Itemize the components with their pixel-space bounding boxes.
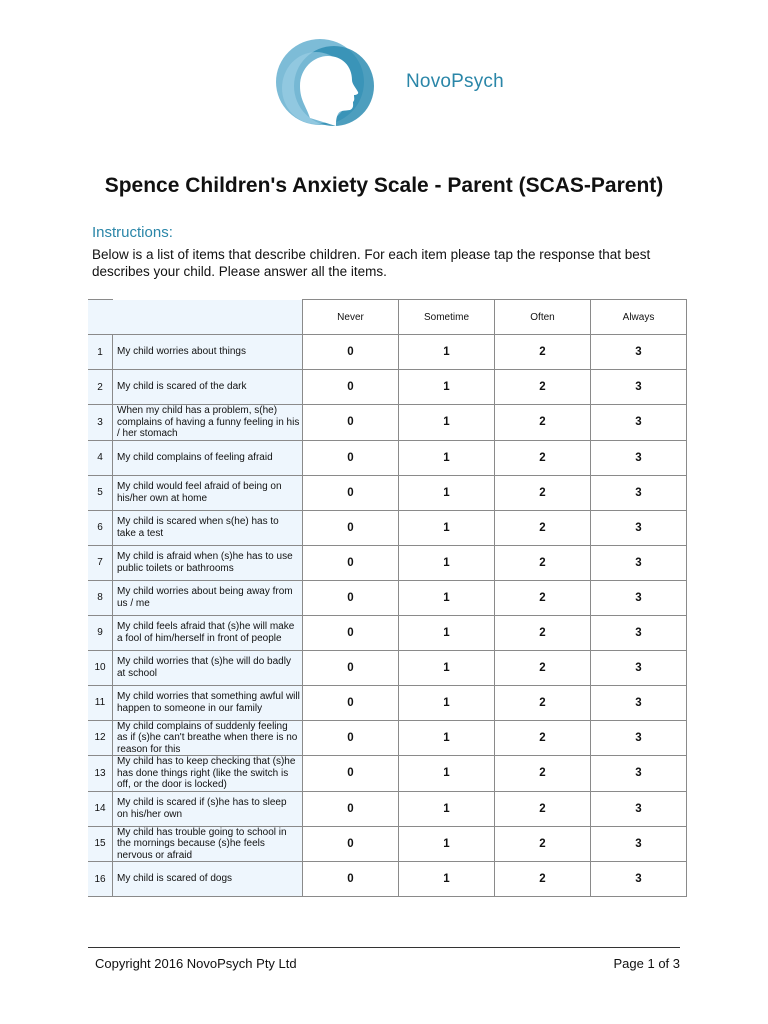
response-option-often[interactable]: 2 xyxy=(495,335,591,370)
response-option-often[interactable]: 2 xyxy=(495,826,591,862)
table-row xyxy=(88,685,687,720)
item-number: 6 xyxy=(88,510,113,545)
response-option-always[interactable]: 3 xyxy=(591,545,687,580)
response-option-always[interactable]: 3 xyxy=(591,615,687,650)
instructions-heading: Instructions: xyxy=(92,224,173,241)
table-row xyxy=(88,826,687,862)
response-option-always[interactable]: 3 xyxy=(591,720,687,756)
item-text: My child worries about things xyxy=(113,335,303,370)
item-number: 8 xyxy=(88,580,113,615)
response-option-often[interactable]: 2 xyxy=(495,615,591,650)
item-text: My child is scared if (s)he has to sleep on his/her own xyxy=(113,791,303,826)
response-option-often[interactable]: 2 xyxy=(495,720,591,756)
item-number: 2 xyxy=(88,370,113,405)
footer-page-number: Page 1 of 3 xyxy=(613,956,680,971)
item-number: 11 xyxy=(88,685,113,720)
response-option-often[interactable]: 2 xyxy=(495,510,591,545)
table-row xyxy=(88,615,687,650)
response-option-never[interactable]: 0 xyxy=(303,720,399,756)
response-option-sometime[interactable]: 1 xyxy=(399,862,495,897)
response-option-always[interactable]: 3 xyxy=(591,440,687,475)
table-row xyxy=(88,791,687,826)
response-option-never[interactable]: 0 xyxy=(303,580,399,615)
item-text: My child worries about being away from us / me xyxy=(113,580,303,615)
response-option-never[interactable]: 0 xyxy=(303,791,399,826)
response-option-never[interactable]: 0 xyxy=(303,756,399,792)
item-text: My child complains of feeling afraid xyxy=(113,440,303,475)
item-number: 4 xyxy=(88,440,113,475)
response-option-always[interactable]: 3 xyxy=(591,510,687,545)
response-option-always[interactable]: 3 xyxy=(591,826,687,862)
response-scale-table xyxy=(88,299,687,897)
response-option-sometime[interactable]: 1 xyxy=(399,475,495,510)
response-option-never[interactable]: 0 xyxy=(303,370,399,405)
item-text: My child is scared when s(he) has to take a test xyxy=(113,510,303,545)
table-row xyxy=(88,650,687,685)
footer-copyright: Copyright 2016 NovoPsych Pty Ltd xyxy=(95,956,297,971)
option-header-often: Often xyxy=(495,300,591,335)
response-option-always[interactable]: 3 xyxy=(591,475,687,510)
item-text: My child complains of suddenly feeling as if (s)he can't breathe when there is no reason for this xyxy=(113,720,303,756)
option-header-sometime: Sometime xyxy=(399,300,495,335)
response-option-never[interactable]: 0 xyxy=(303,475,399,510)
item-text: My child has to keep checking that (s)he has done things right (like the switch is off, or the door is locked) xyxy=(113,756,303,792)
table-row xyxy=(88,720,687,756)
response-option-never[interactable]: 0 xyxy=(303,335,399,370)
response-option-never[interactable]: 0 xyxy=(303,510,399,545)
item-text: My child worries that (s)he will do badly at school xyxy=(113,650,303,685)
response-option-often[interactable]: 2 xyxy=(495,475,591,510)
item-number: 1 xyxy=(88,335,113,370)
response-option-sometime[interactable]: 1 xyxy=(399,756,495,792)
option-header-never: Never xyxy=(303,300,399,335)
table-row xyxy=(88,335,687,370)
response-option-often[interactable]: 2 xyxy=(495,756,591,792)
item-number: 15 xyxy=(88,826,113,862)
footer-divider xyxy=(88,947,680,948)
response-option-sometime[interactable]: 1 xyxy=(399,405,495,441)
table-row xyxy=(88,440,687,475)
response-option-often[interactable]: 2 xyxy=(495,685,591,720)
response-option-always[interactable]: 3 xyxy=(591,405,687,441)
response-option-often[interactable]: 2 xyxy=(495,545,591,580)
item-text: My child has trouble going to school in the mornings because (s)he feels nervous or afraid xyxy=(113,826,303,862)
item-text: My child is scared of dogs xyxy=(113,862,303,897)
response-option-often[interactable]: 2 xyxy=(495,370,591,405)
response-option-often[interactable]: 2 xyxy=(495,580,591,615)
option-header-always: Always xyxy=(591,300,687,335)
item-text: When my child has a problem, s(he) complains of having a funny feeling in his / her stomach xyxy=(113,405,303,441)
instructions-text: Below is a list of items that describe children. For each item please tap the response that best describes your child. Please answer all the items. xyxy=(92,247,651,279)
table-row xyxy=(88,370,687,405)
head-profile-icon xyxy=(270,30,385,135)
response-option-sometime[interactable]: 1 xyxy=(399,615,495,650)
response-option-never[interactable]: 0 xyxy=(303,826,399,862)
response-option-often[interactable]: 2 xyxy=(495,791,591,826)
response-option-sometime[interactable]: 1 xyxy=(399,510,495,545)
response-option-never[interactable]: 0 xyxy=(303,862,399,897)
response-option-never[interactable]: 0 xyxy=(303,545,399,580)
item-number: 14 xyxy=(88,791,113,826)
response-option-always[interactable]: 3 xyxy=(591,650,687,685)
item-number: 12 xyxy=(88,720,113,756)
response-option-always[interactable]: 3 xyxy=(591,685,687,720)
table-row xyxy=(88,510,687,545)
table-row xyxy=(88,475,687,510)
response-option-never[interactable]: 0 xyxy=(303,685,399,720)
item-text: My child is afraid when (s)he has to use public toilets or bathrooms xyxy=(113,545,303,580)
response-option-sometime[interactable]: 1 xyxy=(399,545,495,580)
response-option-always[interactable]: 3 xyxy=(591,756,687,792)
brand-name: NovoPsych xyxy=(406,71,504,92)
item-number: 3 xyxy=(88,405,113,441)
response-option-sometime[interactable]: 1 xyxy=(399,650,495,685)
response-option-never[interactable]: 0 xyxy=(303,615,399,650)
response-option-never[interactable]: 0 xyxy=(303,650,399,685)
response-option-always[interactable]: 3 xyxy=(591,580,687,615)
item-number: 7 xyxy=(88,545,113,580)
response-option-always[interactable]: 3 xyxy=(591,335,687,370)
response-option-sometime[interactable]: 1 xyxy=(399,580,495,615)
response-option-sometime[interactable]: 1 xyxy=(399,720,495,756)
response-option-never[interactable]: 0 xyxy=(303,440,399,475)
item-text: My child is scared of the dark xyxy=(113,370,303,405)
table-row xyxy=(88,580,687,615)
response-option-never[interactable]: 0 xyxy=(303,405,399,441)
response-option-often[interactable]: 2 xyxy=(495,862,591,897)
item-number: 9 xyxy=(88,615,113,650)
item-text: My child would feel afraid of being on his/her own at home xyxy=(113,475,303,510)
page-title: Spence Children's Anxiety Scale - Parent (SCAS-Parent) xyxy=(104,174,664,197)
item-text: My child feels afraid that (s)he will make a fool of him/herself in front of people xyxy=(113,615,303,650)
item-number: 10 xyxy=(88,650,113,685)
response-option-sometime[interactable]: 1 xyxy=(399,440,495,475)
table-row xyxy=(88,545,687,580)
response-option-sometime[interactable]: 1 xyxy=(399,370,495,405)
response-option-often[interactable]: 2 xyxy=(495,440,591,475)
response-option-sometime[interactable]: 1 xyxy=(399,335,495,370)
table-row xyxy=(88,756,687,792)
response-option-sometime[interactable]: 1 xyxy=(399,685,495,720)
response-option-often[interactable]: 2 xyxy=(495,405,591,441)
table-row xyxy=(88,405,687,441)
header-blank-cell xyxy=(88,300,113,335)
table-header-row xyxy=(88,300,687,335)
response-option-always[interactable]: 3 xyxy=(591,370,687,405)
header-blank-cell xyxy=(113,300,303,335)
item-number: 16 xyxy=(88,862,113,897)
table-row xyxy=(88,862,687,897)
item-number: 5 xyxy=(88,475,113,510)
response-option-often[interactable]: 2 xyxy=(495,650,591,685)
response-option-sometime[interactable]: 1 xyxy=(399,791,495,826)
response-option-always[interactable]: 3 xyxy=(591,862,687,897)
response-option-always[interactable]: 3 xyxy=(591,791,687,826)
brand-logo xyxy=(270,30,530,135)
response-option-sometime[interactable]: 1 xyxy=(399,826,495,862)
item-text: My child worries that something awful will happen to someone in our family xyxy=(113,685,303,720)
item-number: 13 xyxy=(88,756,113,792)
